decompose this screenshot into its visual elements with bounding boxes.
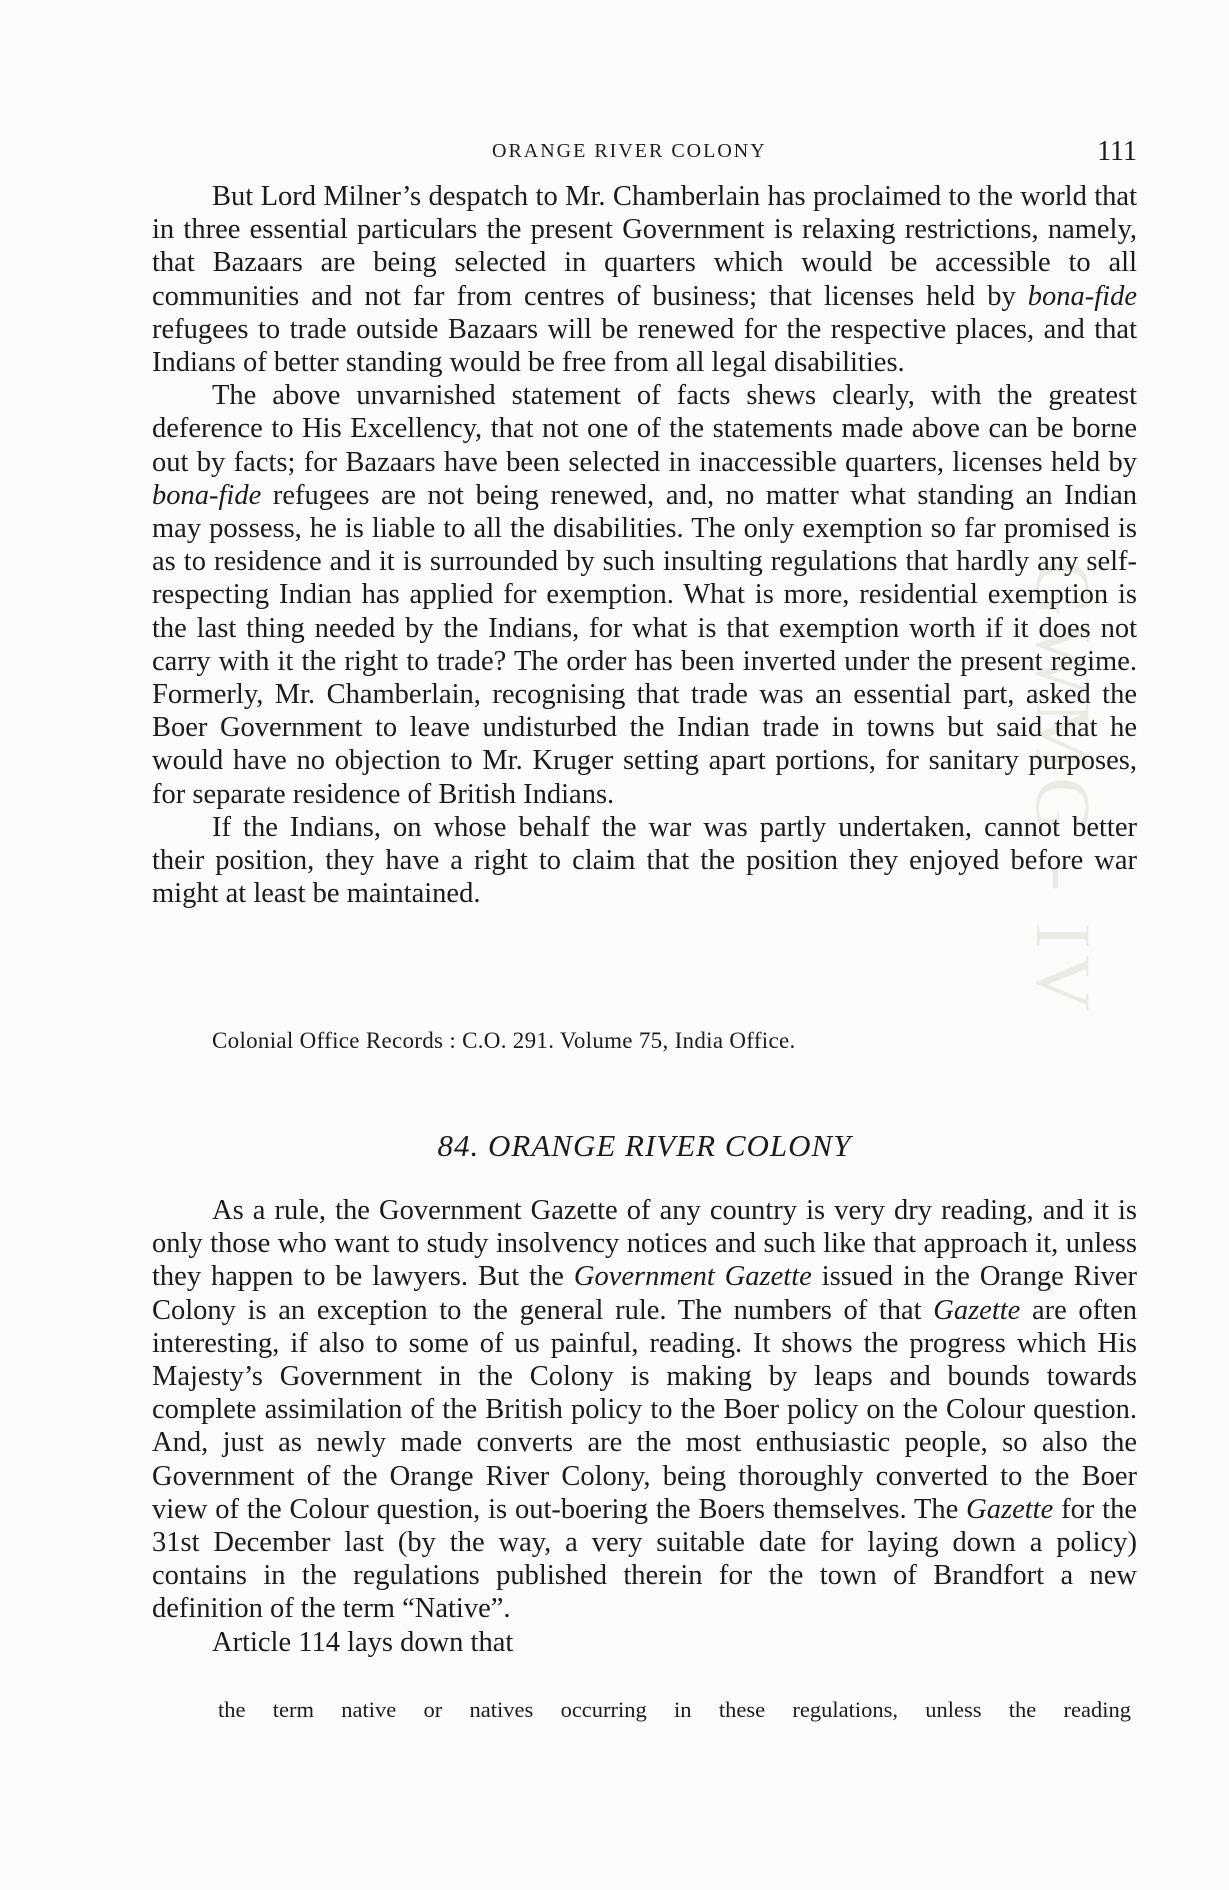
text-run: refugees to trade outside Bazaars will be renewed for the respective places, and that Indians of better standing would be free from all legal disabilities. [152, 313, 1137, 379]
italic-title: Government Gazette [573, 1261, 812, 1293]
text-run: issued in the Orange River Colony is an exception to the general rule. The numbers of that [152, 1261, 1137, 1326]
italic-term: bona-fide [152, 479, 262, 511]
paragraph-article-114: Article 114 lays down that [212, 1626, 514, 1658]
text-run: But Lord Milner’s despatch to Mr. Chamberlain has proclaimed to the world that in three essential particulars the present Government is relaxing restrictions, namely, that Bazaars are being selected in quarters which would be accessible to all communities and not far from centres of business; that licenses held by [152, 181, 1137, 312]
text-run: As a rule, the Government Gazette of any country is very dry reading, and it is only those who want to study insolvency notices and such like that approach it, unless they happen to be lawyers. But the [152, 1195, 1137, 1293]
italic-title: Gazette [933, 1294, 1021, 1326]
text-run: are often interesting, if also to some of us painful, reading. It shows the progress which His Majesty’s Government in the Colony is making by leaps and bounds towards complete assimilation of the British policy to the Boer policy on the Colour question. And, just as newly made converts are the most enthusiastic people, so also the Government of the Orange River Colony, being thoroughly converted to the Boer view of the Colour question, is out-boering the Boers themselves. The [152, 1294, 1137, 1525]
text-run: for the 31st December last (by the way, a very suitable date for laying down a policy) contains in the regulations published therein for the town of Brandfort a new definition of the term “Native”. [152, 1493, 1137, 1625]
text-run: If the Indians, on whose behalf the war was partly undertaken, cannot better their position, they have a right to claim that the position they enjoyed before war might at least be maintained. [152, 811, 1137, 910]
paragraph-milner-despatch [152, 180, 1137, 379]
paragraph-unvarnished-statement [152, 379, 1137, 811]
italic-title: Gazette [966, 1493, 1054, 1525]
text-run: The above unvarnished statement of facts shews clearly, with the greatest deference to His Excellency, that not one of the statements made above can be borne out by facts; for Bazaars have been selected in inaccessible quarters, licenses held by [152, 380, 1137, 478]
section-2-body [152, 1194, 1137, 1659]
running-title: ORANGE RIVER COLONY [492, 140, 767, 162]
italic-term: bona-fide [1027, 280, 1137, 312]
quoted-regulation: the term native or natives occurring in these regulations, unless the reading [218, 1697, 1131, 1722]
paragraph-indians-position [152, 811, 1137, 911]
source-citation: Colonial Office Records : C.O. 291. Volume 75, India Office. [212, 1028, 796, 1053]
watermark: GWMG - IV [1020, 560, 1107, 1017]
text-run: refugees are not being renewed, and, no matter what standing an Indian may possess, he is liable to all the disabilities. The only exemption so far promised is as to residence and it is surrounded by such insulting regulations that hardly any self-respecting Indian has applied for exemption. What is more, residential exemption is the last thing needed by the Indians, for what is that exemption worth if it does not carry with it the right to trade? The order has been inverted under the present regime. Formerly, Mr. Chamberlain, recognising that trade was an essential part, asked the Boer Government to leave undisturbed the Indian trade in towns but said that he would have no objection to Mr. Kruger setting apart portions, for sanitary purposes, for separate residence of British Indians. [152, 479, 1137, 810]
page-number: 111 [1097, 136, 1137, 167]
section-1-body [152, 180, 1137, 910]
section-heading: 84. ORANGE RIVER COLONY [437, 1128, 852, 1163]
running-head [152, 136, 1137, 166]
paragraph-government-gazette [152, 1194, 1137, 1626]
